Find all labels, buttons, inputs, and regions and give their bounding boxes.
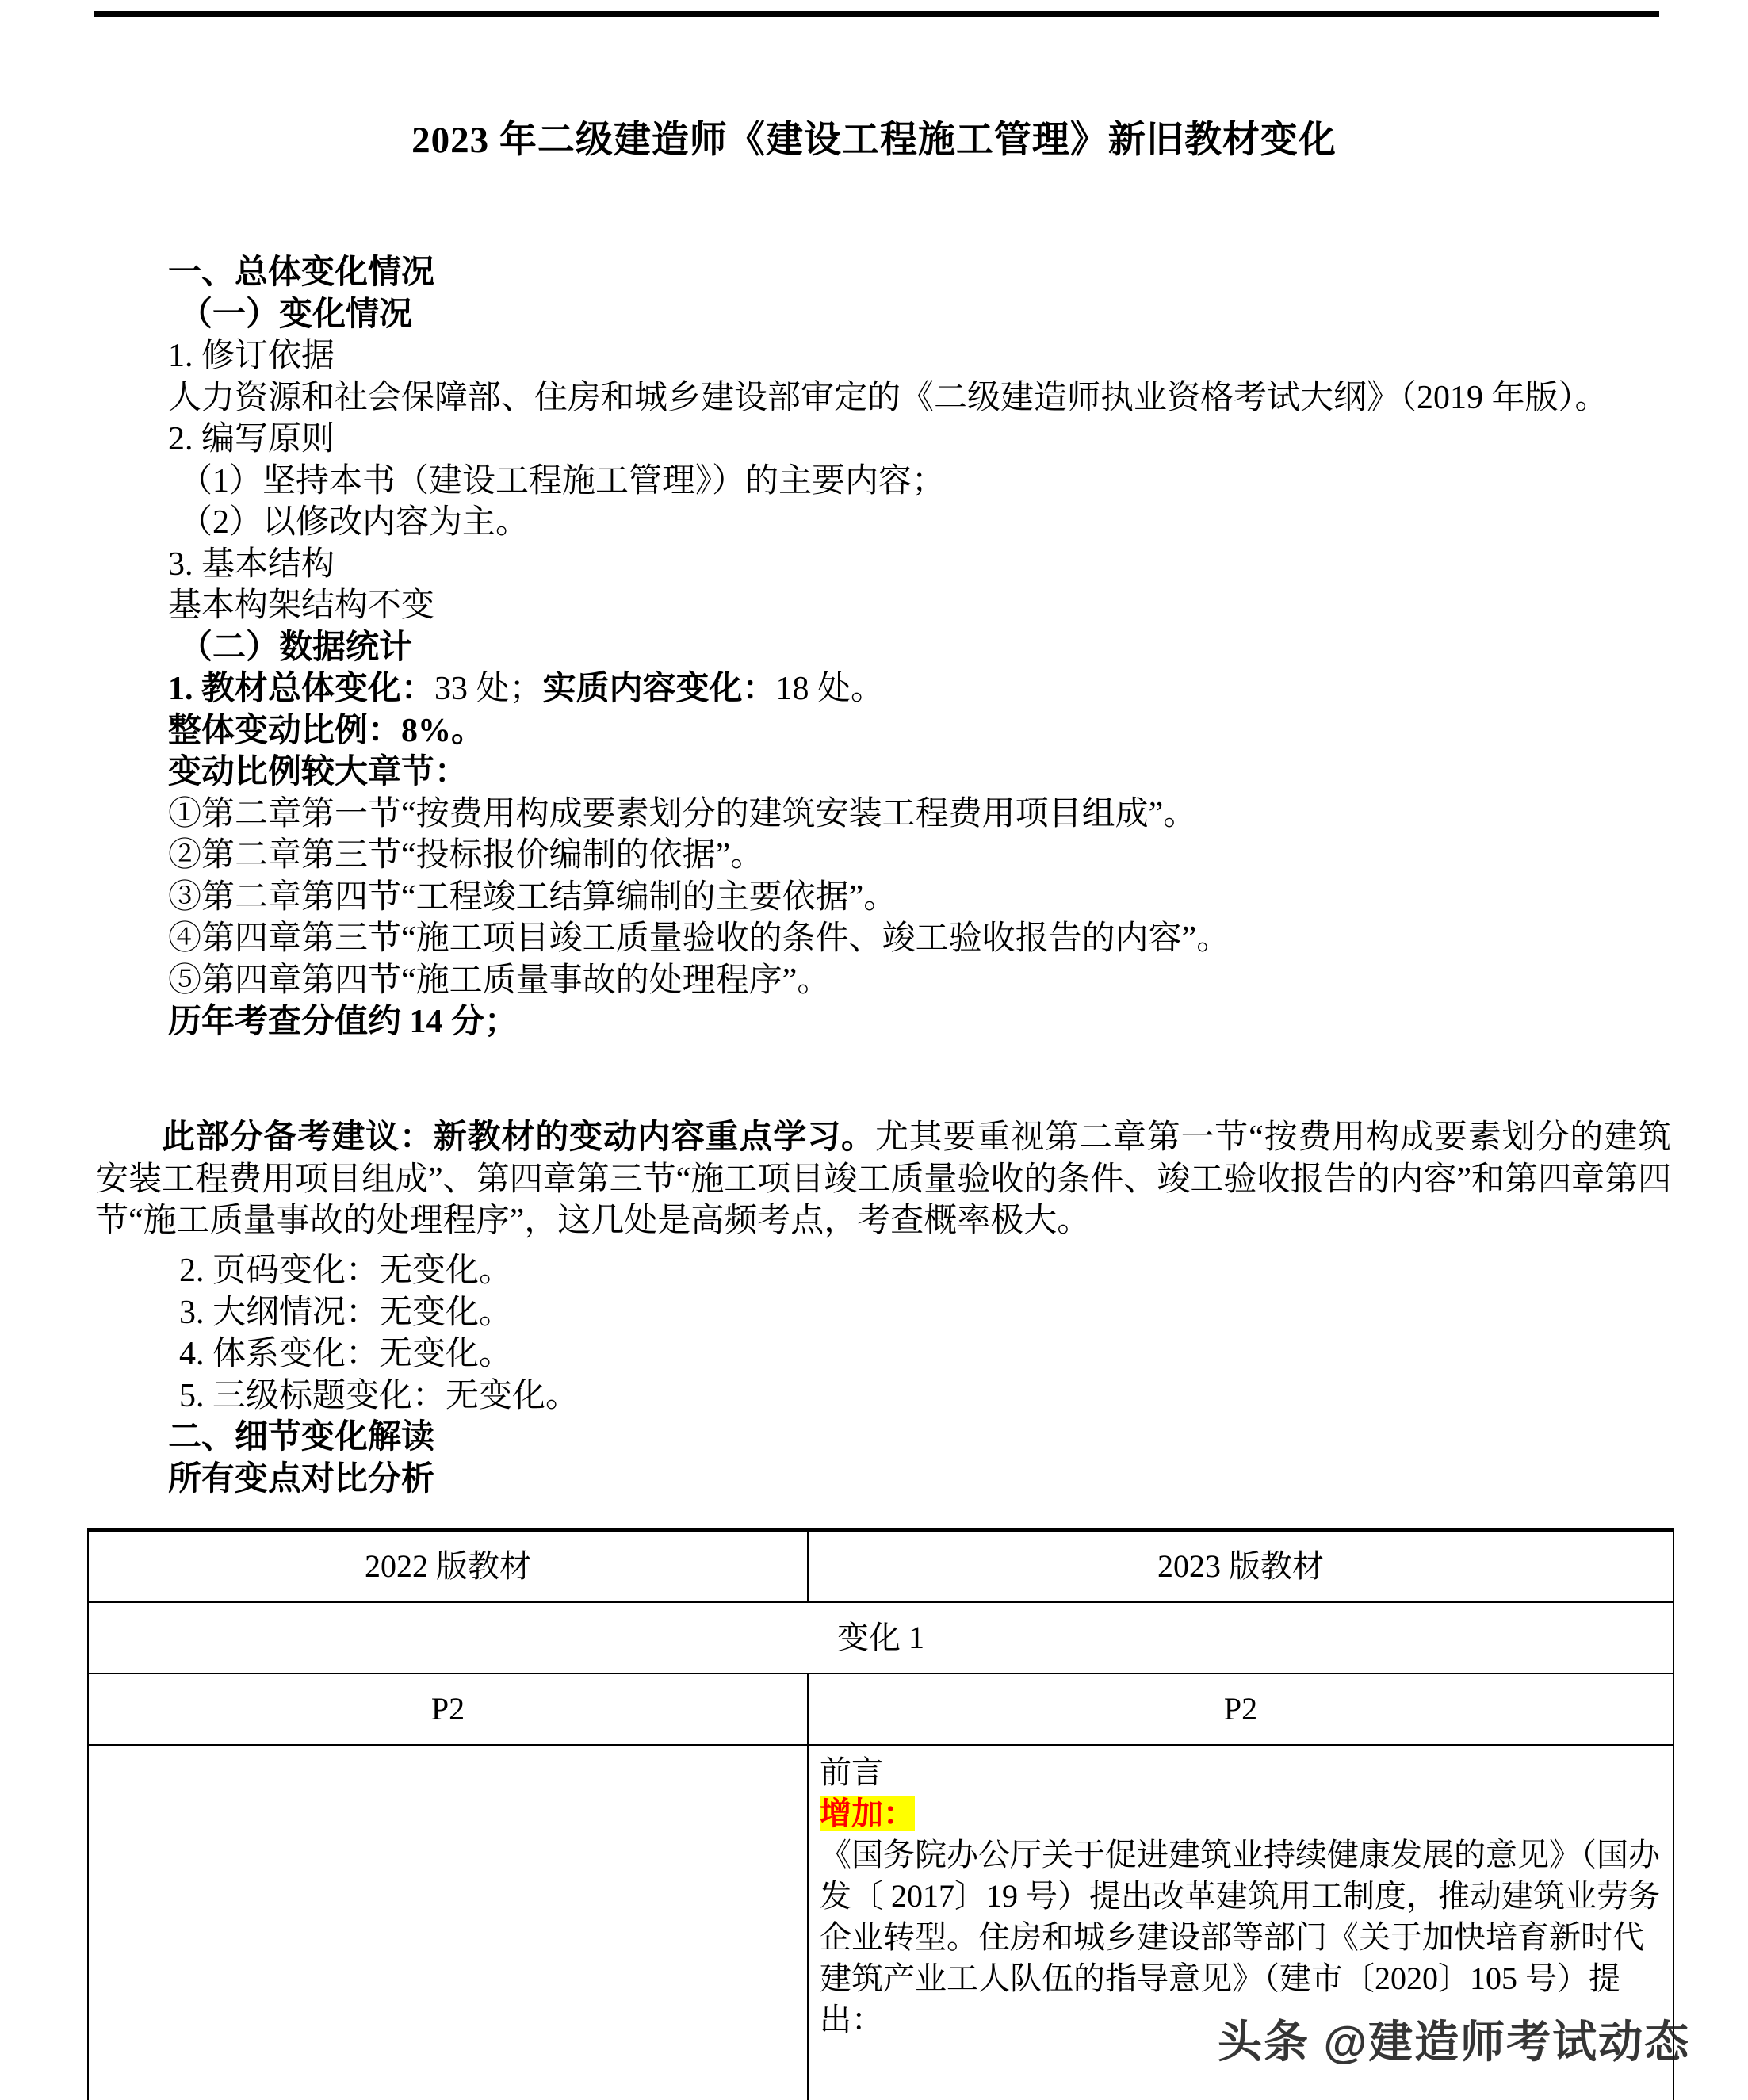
content-cell-highlight-row	[820, 1793, 1662, 1834]
tail-item: 5. 三级标题变化：无变化。	[179, 1377, 579, 1414]
basic-structure-text: 基本构架结构不变	[168, 587, 435, 624]
added-highlight-label: 增加：	[820, 1796, 915, 1831]
stat-substantive-value: 18 处。	[775, 671, 885, 707]
chapter-item: ③第二章第四节“工程竣工结算编制的主要依据”。	[168, 878, 897, 916]
exam-advice-paragraph	[95, 1117, 1671, 1242]
chapter-item: ⑤第四章第四节“施工质量事故的处理程序”。	[168, 962, 831, 999]
page-title: 2023 年二级建造师《建设工程施工管理》新旧教材变化	[411, 120, 1337, 161]
revision-basis-label: 1. 修订依据	[168, 338, 335, 374]
table-header-2022: 2022 版教材	[88, 1530, 808, 1603]
watermark: 头条 @建造师考试动态	[1218, 2017, 1691, 2067]
stat-ratio-line: 整体变动比例：8%。	[168, 712, 485, 749]
stat-substantive-label: 实质内容变化：	[542, 671, 776, 707]
chapter-item: ②第二章第三节“投标报价编制的依据”。	[168, 837, 764, 874]
section-one-subheading-2: （二）数据统计	[179, 629, 413, 666]
page-header-rule	[94, 11, 1659, 17]
stat-total-value: 33 处；	[434, 671, 543, 707]
table-row	[88, 1602, 1673, 1673]
chapter-item: ④第四章第三节“施工项目竣工质量验收的条件、竣工验收报告的内容”。	[168, 920, 1230, 957]
tail-item: 3. 大纲情况：无变化。	[179, 1294, 513, 1331]
stat-total-label: 1. 教材总体变化：	[168, 671, 435, 707]
writing-principle-sub-2: （2）以修改内容为主。	[179, 504, 530, 541]
chapters-heading: 变动比例较大章节：	[168, 754, 469, 790]
section-one-subheading-1: （一）变化情况	[179, 296, 413, 333]
content-cell-2022	[88, 1745, 808, 2100]
exam-advice-lead: 此部分备考建议：新教材的变动内容重点学习。	[162, 1119, 875, 1156]
content-cell-body-text: 《国务院办公厅关于促进建筑业持续健康发展的意见》（国办发〔 2017〕19 号）提出改革建筑用工制度，推动建筑业劳务企业转型。住房和城乡建设部等部门《关于加快培育新时代建筑产业工人队伍的指导意见》（建市〔2020〕105 号）提出：	[820, 1837, 1660, 2037]
exam-advice-rest: 尤其要重视第二章第一节“按费用构成要素划分的建筑安装工程费用项目组成”、第四章第三节“施工项目竣工质量验收的条件、竣工验收报告的内容”和第四章第四节“施工质量事故的处理程序”，这几处是高频考点，考查概率极大。	[95, 1119, 1671, 1239]
basic-structure-label: 3. 基本结构	[168, 545, 335, 583]
chapter-item: ①第二章第一节“按费用构成要素划分的建筑安装工程费用项目组成”。	[168, 795, 1197, 832]
tail-item: 2. 页码变化：无变化。	[179, 1253, 513, 1289]
page-cell-left: P2	[88, 1673, 808, 1745]
writing-principle-sub-1: （1）坚持本书（建设工程施工管理》）的主要内容；	[179, 462, 946, 499]
overview-section	[168, 252, 1674, 1043]
score-line: 历年考查分值约 14 分；	[168, 1004, 518, 1040]
overview-tail-section	[168, 1250, 1674, 1500]
section-two-subheading: 所有变点对比分析	[168, 1460, 435, 1498]
tail-item: 4. 体系变化：无变化。	[179, 1336, 513, 1372]
change-label-cell: 变化 1	[88, 1602, 1673, 1673]
table-row	[88, 1530, 1673, 1603]
table-header-2023: 2023 版教材	[808, 1530, 1673, 1603]
revision-basis-text: 人力资源和社会保障部、住房和城乡建设部审定的《二级建造师执业资格考试大纲》（2019 年版）。	[168, 379, 1608, 416]
table-row	[88, 1673, 1673, 1745]
statistics-total-line	[168, 668, 1674, 710]
content-cell-title: 前言	[820, 1754, 883, 1790]
writing-principle-label: 2. 编写原则	[168, 421, 335, 457]
page-cell-right: P2	[808, 1673, 1673, 1745]
section-two-heading: 二、细节变化解读	[168, 1419, 435, 1455]
section-one-heading: 一、总体变化情况	[168, 254, 435, 291]
